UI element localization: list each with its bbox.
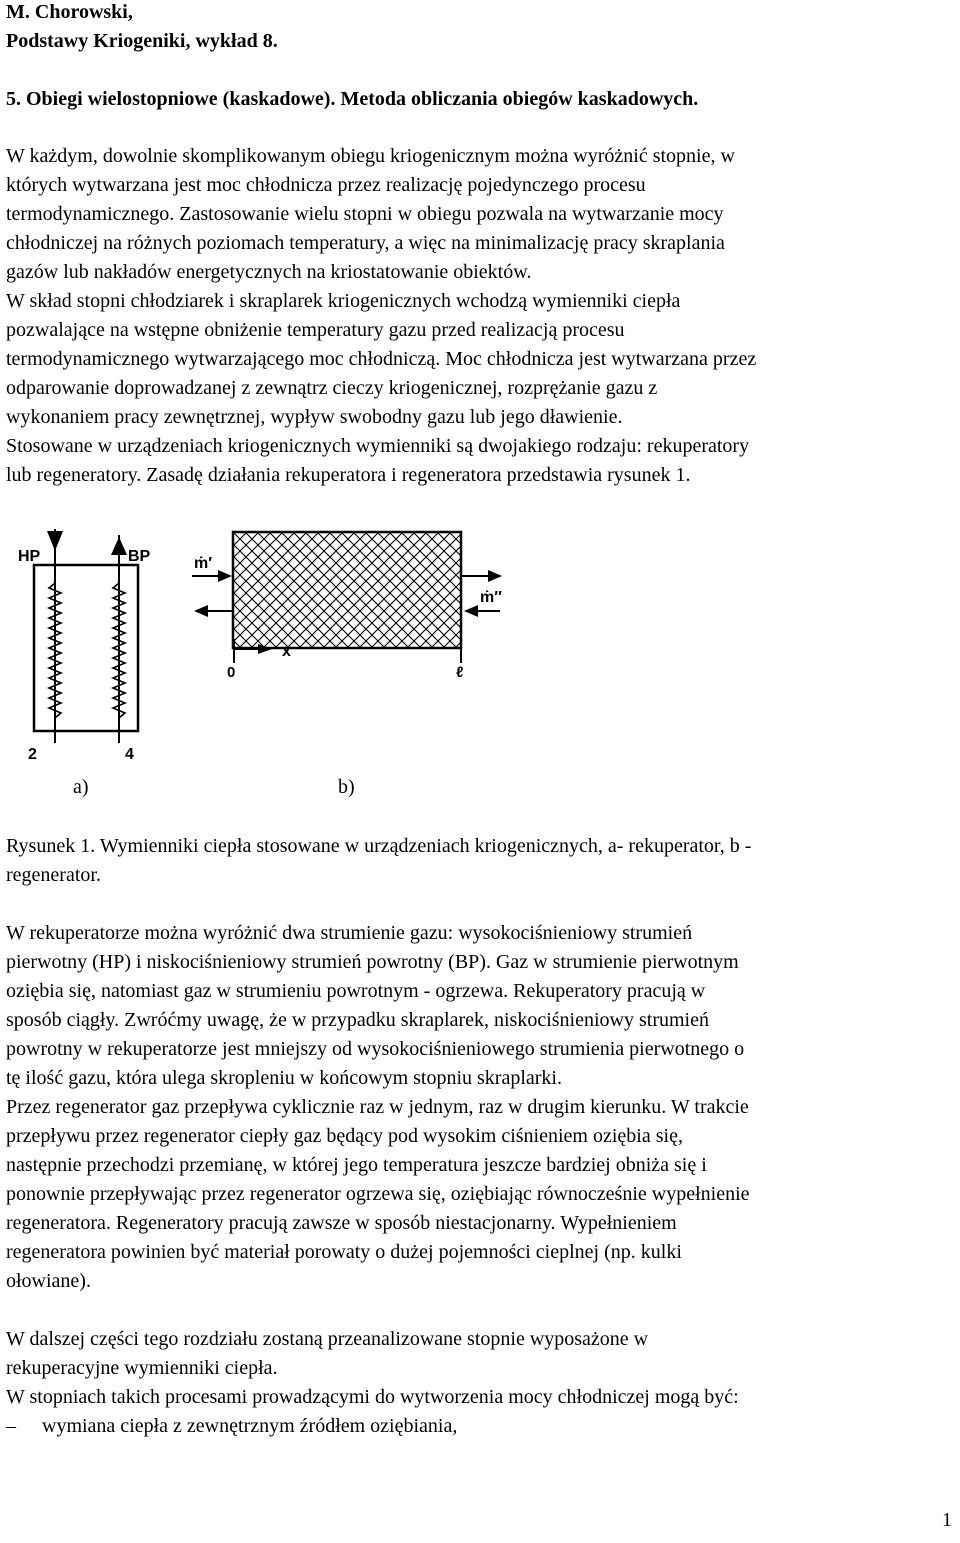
text-line: termodynamicznego. Zastosowanie wielu stopni w obiegu pozwala na wytwarzanie mocy	[6, 203, 724, 225]
subfigure-b-label: b)	[338, 776, 355, 798]
right-inflow-arrow-icon	[464, 605, 478, 617]
text-line: oziębia się, natomiast gaz w strumieniu powrotnym - ogrzewa. Rekuperatory pracują w	[6, 980, 706, 1002]
bullet-dash: –	[6, 1415, 16, 1437]
text-line: wykonaniem pracy zewnętrznej, wypływ swobodny gazu lub jego dławienie.	[6, 406, 623, 428]
text-line: tę ilość gazu, która ulega skropleniu w końcowym stopniu skraplarki.	[6, 1067, 562, 1089]
hp-label: HP	[18, 548, 41, 565]
caption-line: Rysunek 1. Wymienniki ciepła stosowane w urządzeniach kriogenicznych, a- rekuperator, b -	[6, 835, 752, 857]
length-label: ℓ	[456, 664, 464, 681]
text-line: chłodniczej na różnych poziomach temperatury, a więc na minimalizację pracy skraplania	[6, 232, 725, 254]
regenerator-diagram	[192, 532, 502, 681]
author: M. Chorowski,	[6, 1, 133, 23]
text-line: pozwalające na wstępne obniżenie temperatury gazu przed realizacją procesu	[6, 319, 625, 341]
subfigure-a-label: a)	[73, 776, 89, 798]
text-line: sposób ciągły. Zwróćmy uwagę, że w przypadku skraplarek, niskociśnieniowy strumień	[6, 1009, 709, 1031]
text-line: regeneratora. Regeneratory pracują zawsze w sposób niestacjonarny. Wypełnieniem	[6, 1212, 677, 1234]
m-prime-arrow-icon	[218, 570, 232, 582]
recuperator-diagram	[18, 529, 151, 763]
text-line: lub regeneratory. Zasadę działania rekuperatora i regeneratora przedstawia rysunek 1.	[6, 464, 691, 486]
text-line: termodynamicznego wytwarzającego moc chłodniczą. Moc chłodnicza jest wytwarzana przez	[6, 348, 757, 370]
regenerator-packed-bed	[233, 532, 461, 648]
text-line: Przez regenerator gaz przepływa cyklicznie raz w jednym, raz w drugim kierunku. W trakcie	[6, 1096, 749, 1118]
text-line: następnie przechodzi przemianę, w której jego temperatura jeszcze bardziej obniża się i	[6, 1154, 707, 1176]
text-line: Stosowane w urządzeniach kriogenicznych wymienniki są dwojakiego rodzaju: rekuperatory	[6, 435, 750, 457]
port-4-label: 4	[125, 746, 134, 763]
origin-label: 0	[227, 664, 236, 681]
text-line: rekuperacyjne wymienniki ciepła.	[6, 1357, 278, 1379]
caption-line: regenerator.	[6, 864, 101, 886]
m-double-prime-arrow-left-icon	[194, 605, 208, 617]
text-line: ponownie przepływając przez regenerator ogrzewa się, oziębiając równocześnie wypełnienie	[6, 1183, 750, 1205]
text-line: powrotny w rekuperatorze jest mniejszy od wysokociśnieniowego strumienia pierwotnego o	[6, 1038, 745, 1060]
right-outflow-arrow-icon	[488, 570, 502, 582]
text-line: regeneratora powinien być materiał porowaty o dużej pojemności cieplnej (np. kulki	[6, 1241, 682, 1263]
m-double-prime-label: ṁ″	[480, 589, 502, 606]
page-number: 1	[942, 1509, 952, 1531]
text-line: W rekuperatorze można wyróżnić dwa strumienie gazu: wysokociśnieniowy strumień	[6, 922, 693, 944]
port-2-label: 2	[28, 746, 37, 763]
text-line: gazów lub nakładów energetycznych na kriostatowanie obiektów.	[6, 261, 532, 283]
hp-arrow-icon	[47, 531, 63, 551]
m-prime-label: ṁ′	[194, 555, 213, 572]
text-line: W każdym, dowolnie skomplikowanym obiegu kriogenicznym można wyróżnić stopnie, w	[6, 145, 735, 167]
text-line: W skład stopni chłodziarek i skraplarek kriogenicznych wchodzą wymienniki ciepła	[6, 290, 681, 312]
bp-label: BP	[128, 548, 151, 565]
course-title: Podstawy Kriogeniki, wykład 8.	[6, 30, 278, 52]
text-line: przepływu przez regenerator ciepły gaz będący pod wysokim ciśnieniem oziębia się,	[6, 1125, 683, 1147]
section-title: 5. Obiegi wielostopniowe (kaskadowe). Metoda obliczania obiegów kaskadowych.	[6, 88, 699, 110]
text-line: W stopniach takich procesami prowadzącymi do wytworzenia mocy chłodniczej mogą być:	[6, 1386, 739, 1408]
bullet-text: wymiana ciepła z zewnętrznym źródłem oziębiania,	[42, 1415, 458, 1437]
bp-arrow-icon	[111, 537, 127, 555]
text-line: odparowanie doprowadzanej z zewnątrz cieczy kriogenicznej, rozprężanie gazu z	[6, 377, 658, 399]
text-line: których wytwarzana jest moc chłodnicza przez realizację pojedynczego procesu	[6, 174, 646, 196]
text-line: pierwotny (HP) i niskociśnieniowy strumień powrotny (BP). Gaz w strumienie pierwotnym	[6, 951, 739, 973]
text-line: W dalszej części tego rozdziału zostaną przeanalizowane stopnie wyposażone w	[6, 1328, 649, 1350]
text-line: ołowiane).	[6, 1270, 91, 1292]
x-label: x	[282, 643, 291, 660]
figure-heat-exchangers	[0, 515, 960, 815]
